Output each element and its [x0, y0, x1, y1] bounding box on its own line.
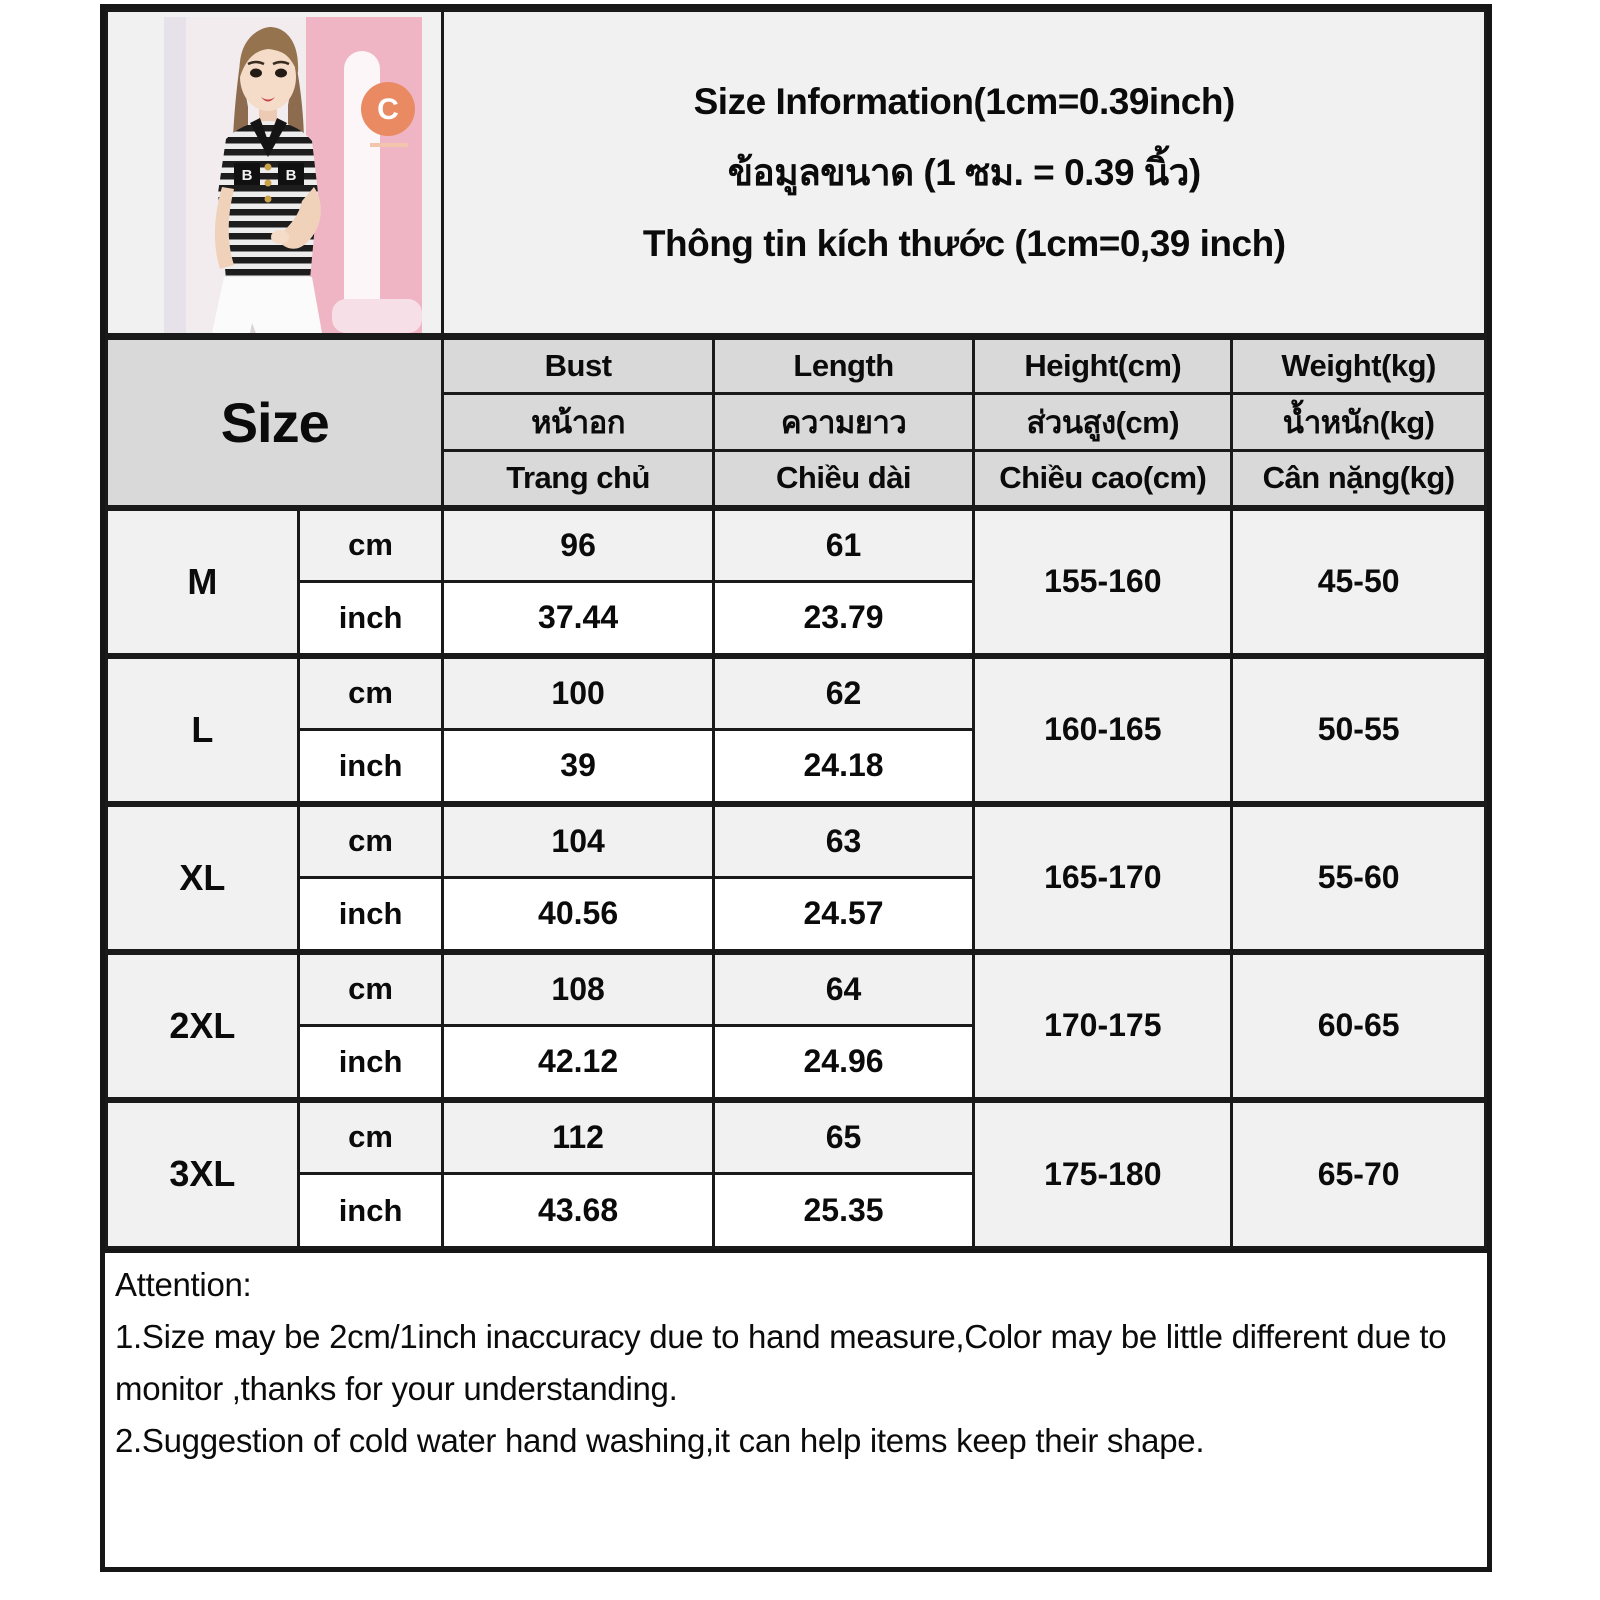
- size-label-2xl: 2XL: [107, 952, 299, 1100]
- size-chart-sheet: [100, 4, 1492, 1572]
- height-range-xl: 165-170: [974, 804, 1232, 952]
- bust-cm-xl: 104: [443, 804, 713, 878]
- height-range-m: 155-160: [974, 508, 1232, 656]
- unit-label-cm: cm: [298, 508, 443, 582]
- length-inch-m: 23.79: [713, 582, 974, 656]
- bust-inch-l: 39: [443, 730, 713, 804]
- bust-inch-3xl: 43.68: [443, 1174, 713, 1248]
- col-header-height-en: Height(cm): [974, 337, 1232, 394]
- title-vietnamese: Thông tin kích thước (1cm=0,39 inch): [642, 223, 1286, 264]
- unit-label-cm: cm: [298, 1100, 443, 1174]
- height-range-l: 160-165: [974, 656, 1232, 804]
- col-header-bust-vi: Trang chủ: [443, 451, 713, 508]
- length-inch-l: 24.18: [713, 730, 974, 804]
- bust-cm-3xl: 112: [443, 1100, 713, 1174]
- attention-note-2: 2.Suggestion of cold water hand washing,it can help items keep their shape.: [115, 1422, 1205, 1459]
- weight-range-m: 45-50: [1232, 508, 1486, 656]
- length-cm-m: 61: [713, 508, 974, 582]
- size-row-2xl-cm: [107, 952, 1486, 1026]
- col-header-bust-th: หน้าอก: [443, 394, 713, 451]
- col-header-length-en: Length: [713, 337, 974, 394]
- size-row-m-cm: [107, 508, 1486, 582]
- col-header-bust-en: Bust: [443, 337, 713, 394]
- unit-label-inch: inch: [298, 1174, 443, 1248]
- size-row-l-cm: [107, 656, 1486, 730]
- model-photo-illustration: [164, 17, 422, 333]
- col-header-weight-en: Weight(kg): [1232, 337, 1486, 394]
- title-block: [443, 11, 1486, 337]
- column-header-row-en: [107, 337, 1486, 394]
- bust-inch-2xl: 42.12: [443, 1026, 713, 1100]
- unit-label-cm: cm: [298, 656, 443, 730]
- col-header-weight-th: น้ำหนัก(kg): [1232, 394, 1486, 451]
- length-inch-3xl: 25.35: [713, 1174, 974, 1248]
- bust-inch-m: 37.44: [443, 582, 713, 656]
- weight-range-l: 50-55: [1232, 656, 1486, 804]
- size-label-l: L: [107, 656, 299, 804]
- bust-cm-l: 100: [443, 656, 713, 730]
- model-photo: [107, 11, 443, 337]
- unit-label-cm: cm: [298, 804, 443, 878]
- size-label-3xl: 3XL: [107, 1100, 299, 1248]
- svg-text:B: B: [285, 166, 297, 184]
- svg-text:B: B: [241, 166, 253, 184]
- brand-logo-letter: C: [377, 92, 399, 126]
- unit-label-inch: inch: [298, 878, 443, 952]
- col-header-height-vi: Chiều cao(cm): [974, 451, 1232, 508]
- height-range-2xl: 170-175: [974, 952, 1232, 1100]
- title-thai: ข้อมูลขนาด (1 ซม. = 0.39 นิ้ว): [727, 152, 1201, 193]
- weight-range-xl: 55-60: [1232, 804, 1486, 952]
- bust-cm-2xl: 108: [443, 952, 713, 1026]
- weight-range-3xl: 65-70: [1232, 1100, 1486, 1248]
- unit-label-inch: inch: [298, 582, 443, 656]
- size-column-header: Size: [107, 337, 443, 508]
- length-cm-l: 62: [713, 656, 974, 730]
- length-cm-2xl: 64: [713, 952, 974, 1026]
- bust-cm-m: 96: [443, 508, 713, 582]
- col-header-weight-vi: Cân nặng(kg): [1232, 451, 1486, 508]
- size-label-m: M: [107, 508, 299, 656]
- length-inch-xl: 24.57: [713, 878, 974, 952]
- length-cm-xl: 63: [713, 804, 974, 878]
- unit-label-inch: inch: [298, 730, 443, 804]
- length-inch-2xl: 24.96: [713, 1026, 974, 1100]
- unit-label-inch: inch: [298, 1026, 443, 1100]
- size-label-xl: XL: [107, 804, 299, 952]
- unit-label-cm: cm: [298, 952, 443, 1026]
- size-row-3xl-cm: [107, 1100, 1486, 1174]
- attention-heading: Attention:: [115, 1266, 252, 1303]
- header-banner-row: [107, 11, 1486, 337]
- attention-section: [105, 1249, 1487, 1567]
- title-english: Size Information(1cm=0.39inch): [693, 81, 1235, 122]
- weight-range-2xl: 60-65: [1232, 952, 1486, 1100]
- col-header-length-th: ความยาว: [713, 394, 974, 451]
- attention-note-1: 1.Size may be 2cm/1inch inaccuracy due to hand measure,Color may be little different due to monitor ,thanks for your understanding.: [115, 1318, 1447, 1407]
- col-header-height-th: ส่วนสูง(cm): [974, 394, 1232, 451]
- height-range-3xl: 175-180: [974, 1100, 1232, 1248]
- size-row-xl-cm: [107, 804, 1486, 878]
- size-table: [105, 9, 1487, 1249]
- bust-inch-xl: 40.56: [443, 878, 713, 952]
- length-cm-3xl: 65: [713, 1100, 974, 1174]
- model-photo-drawing: [164, 17, 422, 333]
- col-header-length-vi: Chiều dài: [713, 451, 974, 508]
